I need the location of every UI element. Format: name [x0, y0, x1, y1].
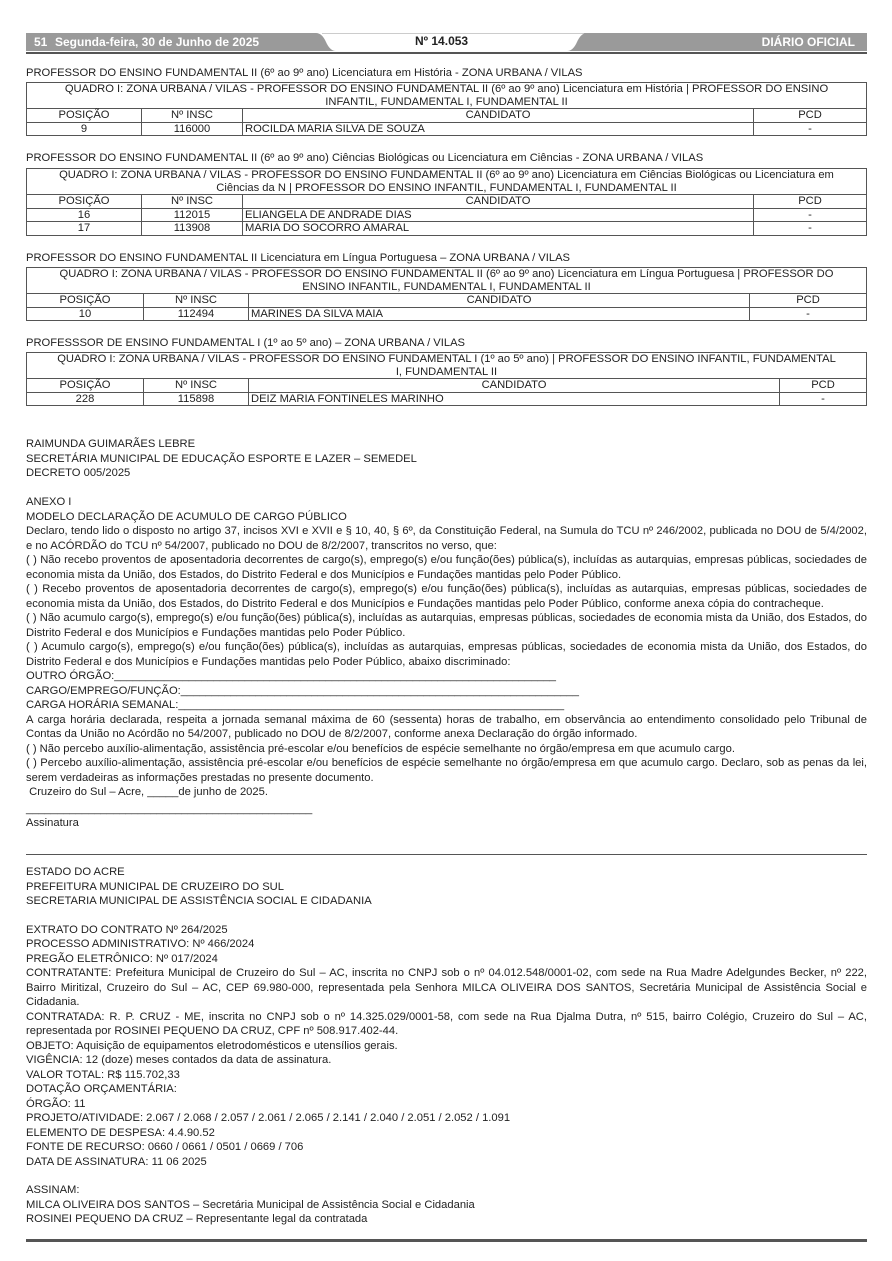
section-title: PROFESSOR DO ENSINO FUNDAMENTAL II Licenciatura em Língua Portuguesa – ZONA URBANA / VILAS	[26, 252, 571, 264]
table-row: 228 115898 DEIZ MARIA FONTINELES MARINHO -	[27, 392, 867, 406]
signatory-office: SECRETÁRIA MUNICIPAL DE EDUCAÇÃO ESPORTE E LAZER – SEMEDEL	[26, 452, 417, 465]
budget-organ: ÓRGÃO: 11	[26, 1097, 86, 1110]
col-posicao: POSIÇÃO	[27, 109, 142, 123]
quadro-header: QUADRO I: ZONA URBANA / VILAS - PROFESSOR DO ENSINO FUNDAMENTAL II (6º ao 9º ano) Licenciatura em Língua Portuguesa | PROFESSOR DO ENSINO INFANTIL, FUNDAMENTAL I, FUNDAMENTAL II	[27, 268, 867, 294]
budget-source: FONTE DE RECURSO: 0660 / 0661 / 0501 / 0669 / 706	[26, 1141, 304, 1153]
page-header	[26, 33, 867, 51]
signers-label: ASSINAM:	[26, 1184, 80, 1196]
results-table	[26, 267, 867, 321]
budget-label: DOTAÇÃO ORÇAMENTÁRIA:	[26, 1083, 177, 1095]
section-title: PROFESSOR DO ENSINO FUNDAMENTAL II (6º ao 9º ano) Ciências Biológicas ou Licenciatura em Ciências - ZONA URBANA / VILAS	[26, 152, 704, 164]
budget-project: PROJETO/ATIVIDADE: 2.067 / 2.068 / 2.057 / 2.061 / 2.065 / 2.141 / 2.040 / 2.051 / 2.052 / 1.091	[26, 1112, 511, 1124]
issuer-state: ESTADO DO ACRE	[26, 866, 125, 878]
issuer-dept: SECRETARIA MUNICIPAL DE ASSISTÊNCIA SOCIAL E CIDADANIA	[26, 895, 372, 907]
table-row: 17 113908 MARIA DO SOCORRO AMARAL -	[27, 222, 867, 236]
declaration-option: ( ) Acumulo cargo(s), emprego(s) e/ou função(ões) pública(s), incluídas as autarquias, empresas públicas, sociedades de economia mista da União, dos Estados, do Distrito Federal e dos Municípios e Fundações mantidas pelo Poder Público, abaixo discriminado:	[26, 641, 867, 668]
table-row: 9 116000 ROCILDA MARIA SILVA DE SOUZA -	[27, 122, 867, 136]
budget-element: ELEMENTO DE DESPESA: 4.4.90.52	[26, 1126, 215, 1139]
contract-validity: VIGÊNCIA: 12 (doze) meses contados da data de assinatura.	[26, 1054, 332, 1066]
results-table	[26, 168, 867, 236]
signature-label: Assinatura	[26, 817, 79, 829]
issuer-city: PREFEITURA MUNICIPAL DE CRUZEIRO DO SUL	[26, 880, 284, 893]
process-number: PROCESSO ADMINISTRATIVO: Nº 466/2024	[26, 938, 255, 950]
section-title: PROFESSSOR DE ENSINO FUNDAMENTAL I (1º ao 5º ano) – ZONA URBANA / VILAS	[26, 337, 466, 349]
place-date: Cruzeiro do Sul – Acre, _____de junho de 2025.	[26, 786, 268, 798]
declaration-option: ( ) Percebo auxílio-alimentação, assistência pré-escolar e/ou benefícios de espécie semelhante no órgão/empresa em que acumulo cargo. Declaro, sob as penas da lei, serem verdadeiras as informações prestadas no presente documento.	[26, 757, 867, 784]
section-title: PROFESSOR DO ENSINO FUNDAMENTAL II (6º ao 9º ano) Licenciatura em História - ZONA URBANA / VILAS	[26, 67, 583, 79]
table-row: 16 112015 ELIANGELA DE ANDRADE DIAS -	[27, 208, 867, 222]
extract-title: EXTRATO DO CONTRATO Nº 264/2025	[26, 923, 228, 936]
page-number: 51	[34, 35, 48, 49]
declaration-option: ( ) Não percebo auxílio-alimentação, assistência pré-escolar e/ou benefícios de espécie semelhante no órgão/empresa em que acumulo cargo.	[26, 742, 735, 755]
contract-extract	[26, 865, 867, 1227]
declaration-option: ( ) Não acumulo cargo(s), emprego(s) e/ou função(ões) pública(s), incluídas as autarquias, empresas públicas, sociedades de economia mista da União, dos Estados, do Distrito Federal e dos Municípios e Fundações mantidas pelo Poder Público.	[26, 612, 867, 639]
column-header-row: POSIÇÃO Nº INSC CANDIDATO PCD	[27, 294, 867, 308]
column-header-row: POSIÇÃO Nº INSC CANDIDATO PCD	[27, 379, 867, 393]
contractor: CONTRATANTE: Prefeitura Municipal de Cruzeiro do Sul – AC, inscrita no CNPJ sob o nº 04.012.548/0001-02, com sede na Rua Madre Adelgundes Becker, nº 222, Bairro Miritizal, Cruzeiro do Sul – AC, CEP 69.980-000, representada pela Senhora MILCA OLIVEIRA DOS SANTOS, Secretária Municipal de Assistência Social e Cidadania.	[26, 967, 867, 1008]
annex-declaration	[26, 495, 867, 831]
annex-intro: Declaro, tendo lido o disposto no artigo 37, incisos XVI e XVII e § 10, 40, § 6º, da Constituição Federal, na Sumula do TCU nº 246/2002, publicada no DOU de 5/4/2002, e no ACÓRDÃO do TCU nº 54/2007, publicado no DOU de 8/2/2007, transcritos no verso, que:	[26, 525, 867, 552]
signatory-block	[26, 437, 867, 481]
auction-number: PREGÃO ELETRÔNICO: Nº 017/2024	[26, 952, 218, 965]
column-header-row	[27, 109, 867, 123]
contracted: CONTRATADA: R. P. CRUZ - ME, inscrita no CNPJ sob o nº 14.325.029/0001-58, com sede na Rua Djalma Dutra, nº 515, bairro Colégio, Cruzeiro do Sul – AC, representada por ROSINEI PEQUENO DA CRUZ, CPF nº 508.917.402-44.	[26, 1010, 867, 1037]
issue-number: Nº 14.053	[415, 34, 469, 48]
results-table	[26, 352, 867, 406]
footer-rule	[26, 1239, 867, 1242]
annex-heading: ANEXO I	[26, 496, 72, 508]
signature-date: DATA DE ASSINATURA: 11 06 2025	[26, 1155, 207, 1168]
signatory-decree: DECRETO 005/2025	[26, 467, 131, 479]
header-rule	[26, 52, 867, 54]
publication-name: DIÁRIO OFICIAL	[761, 35, 855, 49]
table-row: 10 112494 MARINES DA SILVA MAIA -	[27, 307, 867, 321]
signer: ROSINEI PEQUENO DA CRUZ – Representante legal da contratada	[26, 1213, 368, 1225]
page-date: Segunda-feira, 30 de Junho de 2025	[55, 35, 260, 49]
col-candidato: CANDIDATO	[243, 109, 754, 123]
annex-title: MODELO DECLARAÇÃO DE ACUMULO DE CARGO PÚBLICO	[26, 510, 347, 523]
workload-statement: A carga horária declarada, respeita a jornada semanal máxima de 60 (sessenta) horas de trabalho, em observância ao entendimento consolidado pelo Tribunal de Contas da União no Acórdão no 54/2007, publicado no DOU de 8/2/2007, conforme anexa Declaração do órgão informado.	[26, 713, 867, 740]
quadro-header: QUADRO I: ZONA URBANA / VILAS - PROFESSOR DO ENSINO FUNDAMENTAL II (6º ao 9º ano) Licenciatura em História | PROFESSOR DO ENSINO INFANTIL, FUNDAMENTAL I, FUNDAMENTAL II	[27, 83, 867, 109]
signer: MILCA OLIVEIRA DOS SANTOS – Secretária Municipal de Assistência Social e Cidadania	[26, 1198, 475, 1211]
col-insc: Nº INSC	[142, 109, 243, 123]
contract-object: OBJETO: Aquisição de equipamentos eletrodomésticos e utensílios gerais.	[26, 1039, 398, 1052]
contract-total: VALOR TOTAL: R$ 115.702,33	[26, 1068, 180, 1081]
declaration-option: ( ) Recebo proventos de aposentadoria decorrentes de cargo(s), emprego(s) e/ou função(ões) pública(s), incluídas as autarquias, empresas públicas, sociedades de economia mista da União, dos Estados, do Distrito Federal e dos Municípios e Fundações mantidas pelo Poder Público, conforme anexa cópia do contracheque.	[26, 583, 867, 610]
column-header-row: POSIÇÃO Nº INSC CANDIDATO PCD	[27, 195, 867, 209]
col-pcd: PCD	[754, 109, 867, 123]
signatory-name: RAIMUNDA GUIMARÃES LEBRE	[26, 438, 196, 450]
quadro-header: QUADRO I: ZONA URBANA / VILAS - PROFESSOR DO ENSINO FUNDAMENTAL II (6º ao 9º ano) Licenciatura em Ciências Biológicas ou Licenciatura em Ciências da N | PROFESSOR DO ENSINO INFANTIL, FUNDAMENTAL I, FUNDAMENTAL II	[27, 169, 867, 195]
results-table	[26, 82, 867, 136]
form-field-other-organ: OUTRO ÓRGÃO:_______________________________________________________________________	[26, 670, 557, 682]
form-field-position: CARGO/EMPREGO/FUNÇÃO:________________________________________________________________	[26, 684, 579, 697]
signature-line: ______________________________________________	[26, 802, 313, 815]
declaration-option: ( ) Não recebo proventos de aposentadoria decorrentes de cargo(s), emprego(s) e/ou função(ões) pública(s), incluídas as autarquias, empresas públicas, sociedades de economia mista da União, dos Estados, do Distrito Federal e dos Municípios e Fundações mantidas pelo Poder Público.	[26, 554, 867, 581]
quadro-header: QUADRO I: ZONA URBANA / VILAS - PROFESSOR DO ENSINO FUNDAMENTAL I (1º ao 5º ano) | PROFESSOR DO ENSINO INFANTIL, FUNDAMENTAL I, FUNDAMENTAL II	[27, 353, 867, 379]
section-divider	[26, 854, 867, 855]
form-field-workload: CARGA HORÁRIA SEMANAL:______________________________________________________________	[26, 699, 565, 711]
